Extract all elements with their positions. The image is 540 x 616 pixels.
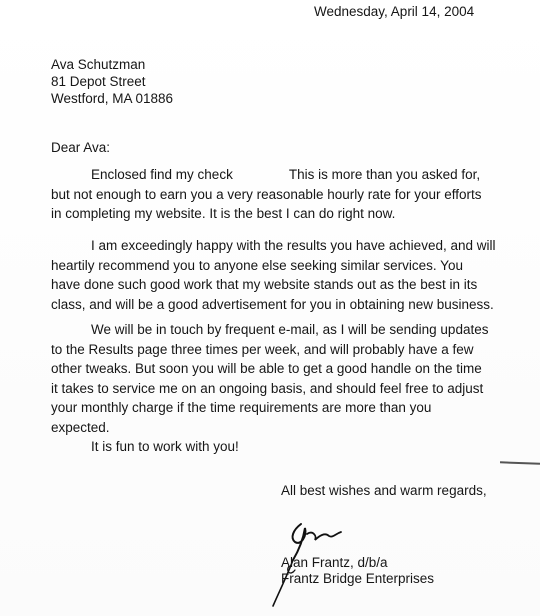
recipient-city-state-zip: Westford, MA 01886 bbox=[51, 91, 174, 106]
paragraph-2 bbox=[51, 236, 511, 314]
paragraph-3-line: other tweaks. But soon you will be able to get a good handle on the time bbox=[51, 361, 482, 376]
paragraph-2-line: I am exceedingly happy with the results you have achieved, and will bbox=[91, 238, 496, 253]
paragraph-4 bbox=[51, 437, 511, 457]
recipient-street: 81 Depot Street bbox=[51, 74, 146, 89]
signature-name: Alan Frantz, d/b/a bbox=[281, 555, 388, 570]
paragraph-3-line: We will be in touch by frequent e-mail, as I will be sending updates bbox=[91, 322, 489, 337]
paragraph-3-line: expected. bbox=[51, 419, 110, 435]
paragraph-2-line: have done such good work that my website stands out as the best in its bbox=[51, 277, 478, 292]
paragraph-3-line: to the Results page three times per week, and will probably have a few bbox=[51, 341, 474, 357]
scan-artifact-line bbox=[500, 461, 540, 464]
salutation: Dear Ava: bbox=[51, 140, 111, 155]
paragraph-2-line: class, and will be a good advertisement for you in obtaining new business. bbox=[51, 296, 494, 312]
letter-date: Wednesday, April 14, 2004 bbox=[314, 4, 475, 19]
paragraph-1-line: in completing my website. It is the best I can do right now. bbox=[51, 206, 396, 221]
paragraph-4-line: It is fun to work with you! bbox=[91, 439, 239, 454]
paragraph-3 bbox=[51, 320, 511, 437]
paragraph-3-line: it takes to service me on an ongoing basis, and should feel free to adjust bbox=[51, 380, 484, 396]
paragraph-2-line: heartily recommend you to anyone else seeking similar services. You bbox=[51, 257, 463, 273]
paragraph-1-line: but not enough to earn you a very reasonable hourly rate for your efforts bbox=[51, 186, 482, 202]
paragraph-1 bbox=[51, 165, 511, 224]
recipient-name: Ava Schutzman bbox=[51, 57, 146, 72]
paragraph-1-line: Enclosed find my check This is more than you asked for, bbox=[91, 167, 481, 182]
signature-company: Frantz Bridge Enterprises bbox=[281, 571, 435, 586]
paragraph-3-line: your monthly charge if the time requirements are more than you bbox=[51, 400, 432, 415]
closing-line: All best wishes and warm regards, bbox=[281, 483, 487, 498]
